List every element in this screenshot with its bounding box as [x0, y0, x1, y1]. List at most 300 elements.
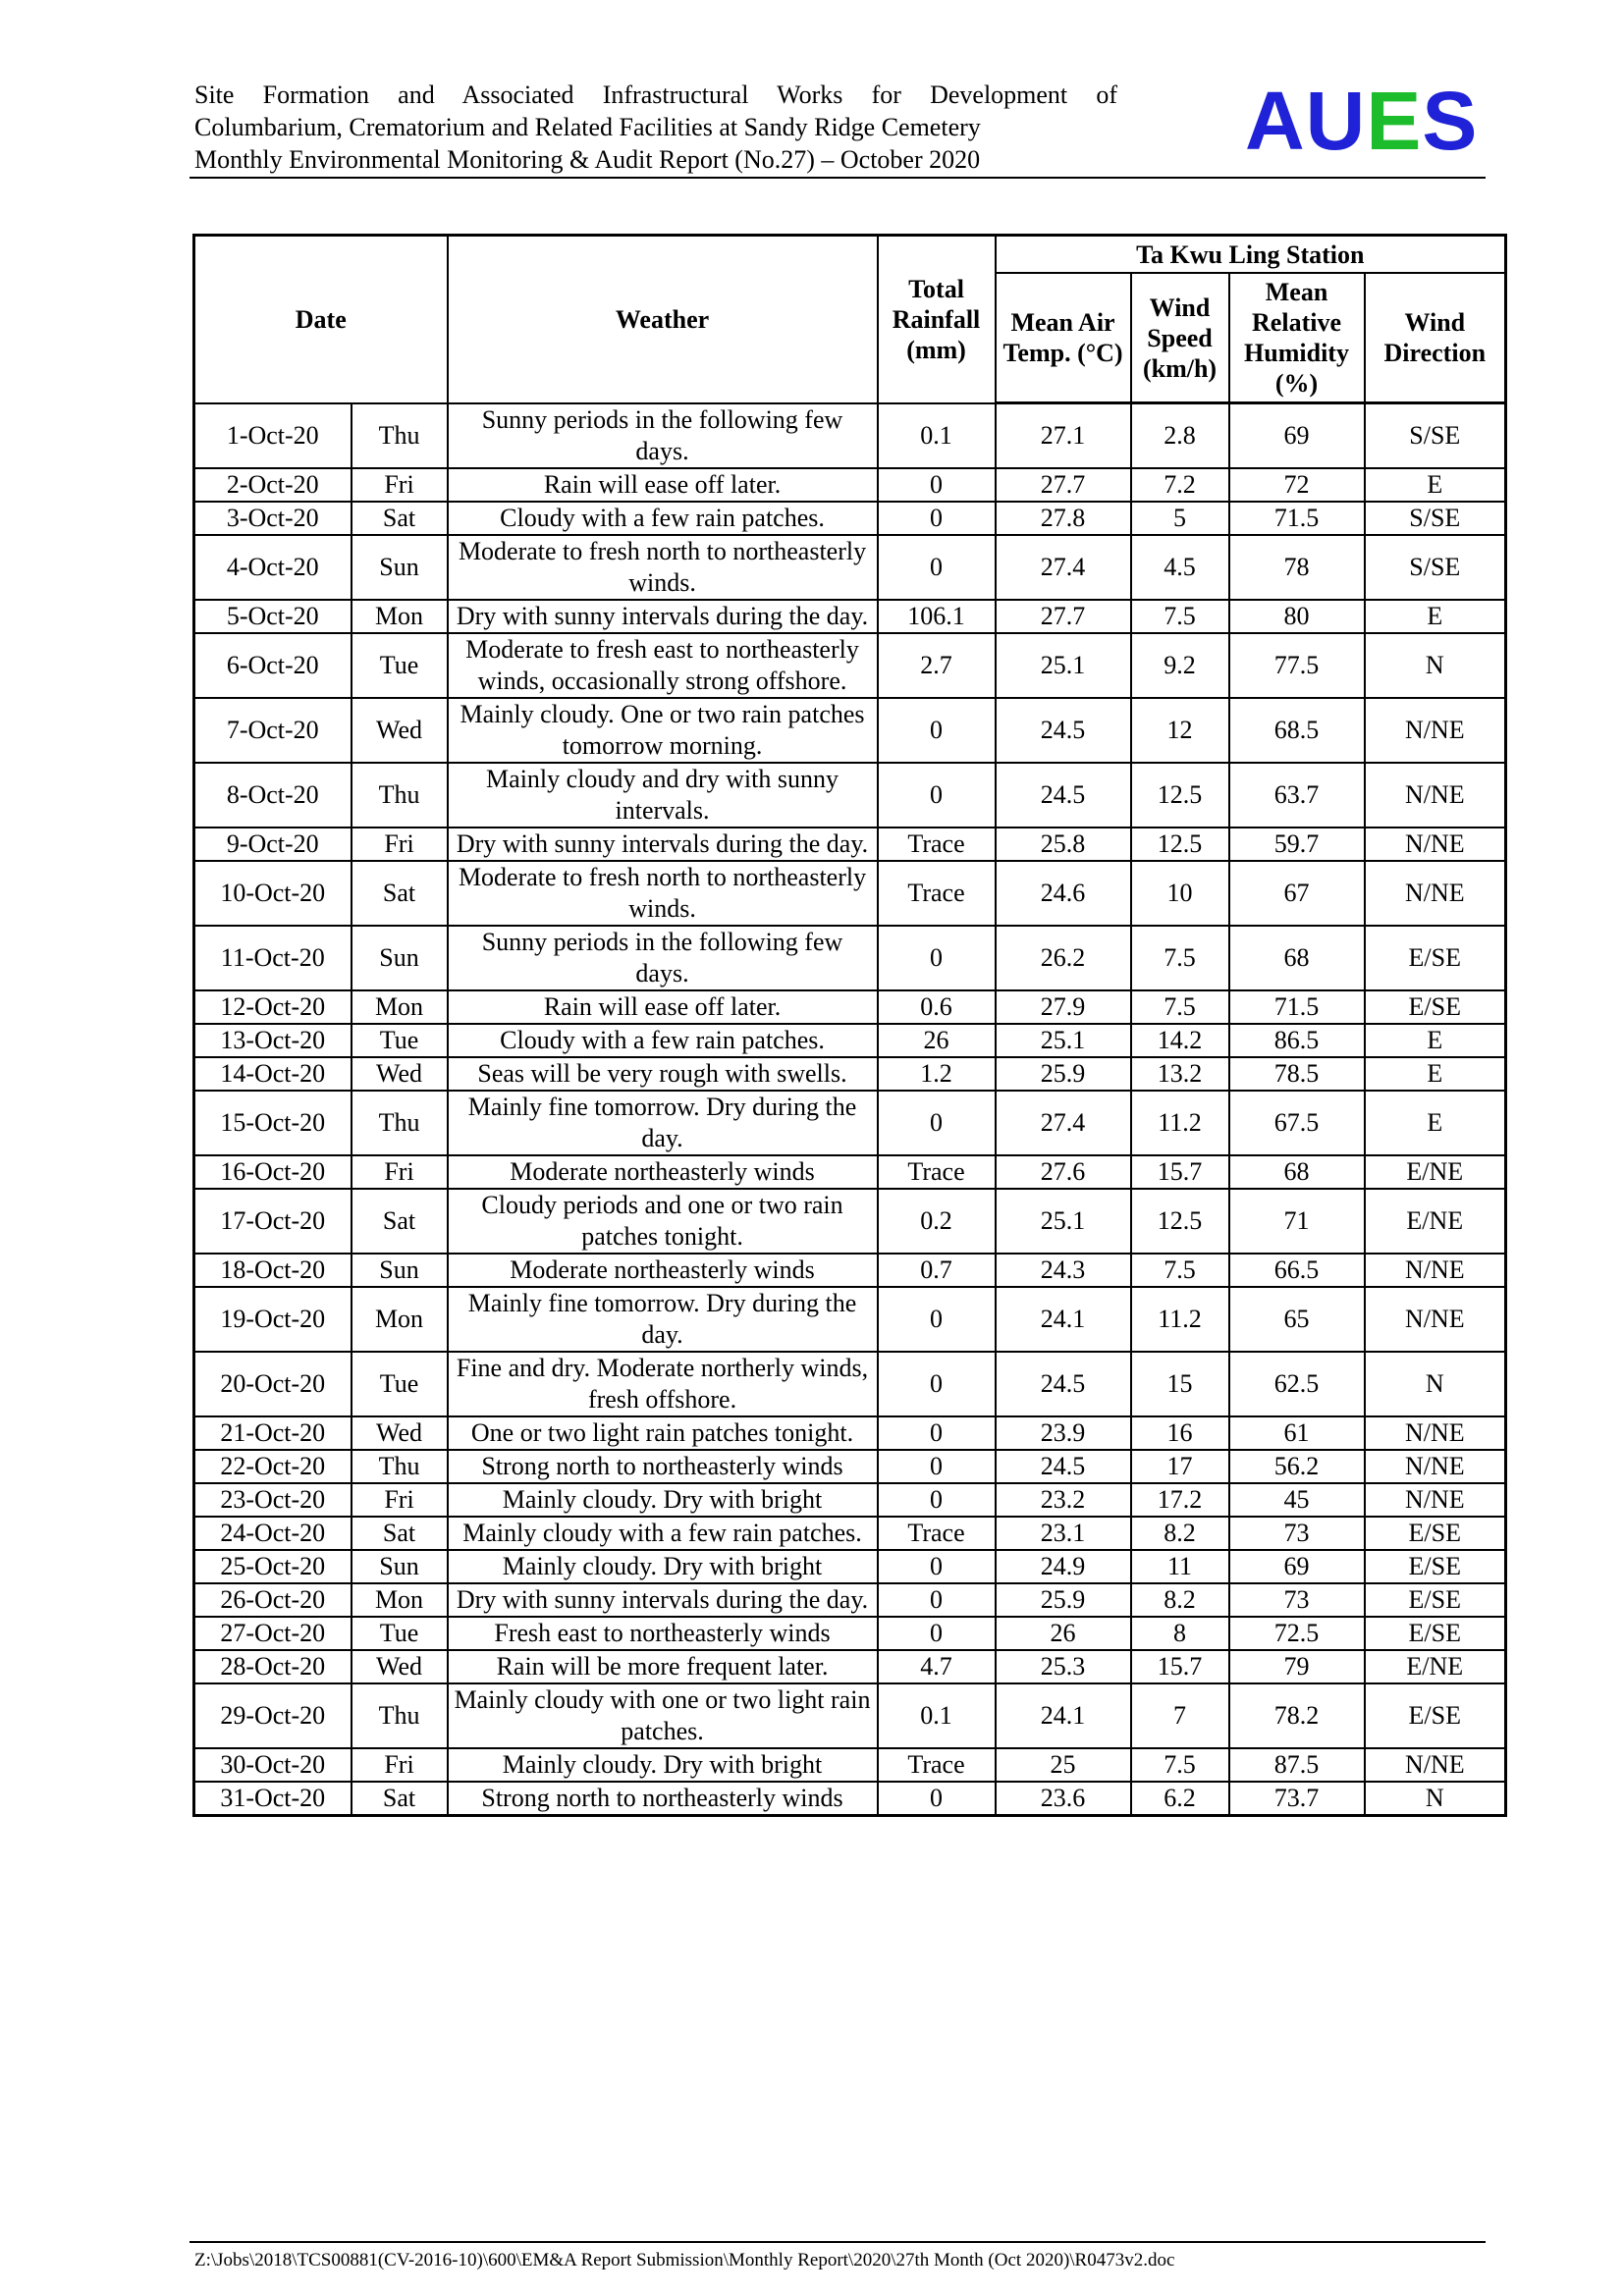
- cell-rainfall: 0.1: [878, 1683, 996, 1748]
- footer-divider: [189, 2241, 1486, 2243]
- cell-rainfall: 0: [878, 1617, 996, 1650]
- cell-rainfall: Trace: [878, 1155, 996, 1189]
- cell-temp: 25.9: [996, 1583, 1131, 1617]
- cell-day: Tue: [352, 633, 448, 698]
- cell-day: Fri: [352, 1155, 448, 1189]
- header-line-3: Monthly Environmental Monitoring & Audit Report (No.27) – October 2020: [194, 145, 981, 174]
- cell-weather: Strong north to northeasterly winds: [448, 1450, 878, 1483]
- cell-humidity: 66.5: [1229, 1254, 1365, 1287]
- cell-day: Thu: [352, 403, 448, 468]
- cell-humidity: 67: [1229, 861, 1365, 926]
- cell-temp: 27.4: [996, 1091, 1131, 1155]
- cell-wind-direction: N/NE: [1365, 1254, 1506, 1287]
- table-row: [194, 828, 1506, 861]
- cell-date: 18-Oct-20: [194, 1254, 352, 1287]
- cell-wind-direction: E/NE: [1365, 1189, 1506, 1254]
- cell-wind-direction: N/NE: [1365, 1287, 1506, 1352]
- cell-temp: 23.1: [996, 1517, 1131, 1550]
- cell-rainfall: 0: [878, 1483, 996, 1517]
- cell-wind-direction: S/SE: [1365, 403, 1506, 468]
- table-row: [194, 1617, 1506, 1650]
- table-row: [194, 1483, 1506, 1517]
- cell-rainfall: Trace: [878, 1748, 996, 1782]
- cell-wind-speed: 5: [1131, 502, 1229, 535]
- cell-humidity: 72.5: [1229, 1617, 1365, 1650]
- cell-rainfall: 0: [878, 698, 996, 763]
- cell-temp: 27.1: [996, 403, 1131, 468]
- cell-day: Fri: [352, 1748, 448, 1782]
- logo-part-au: AU: [1245, 75, 1367, 167]
- cell-weather: Rain will be more frequent later.: [448, 1650, 878, 1683]
- cell-humidity: 62.5: [1229, 1352, 1365, 1416]
- cell-wind-direction: E/NE: [1365, 1155, 1506, 1189]
- cell-wind-speed: 15.7: [1131, 1155, 1229, 1189]
- cell-wind-speed: 17: [1131, 1450, 1229, 1483]
- footer-file-path: Z:\Jobs\2018\TCS00881(CV-2016-10)\600\EM&A Report Submission\Monthly Report\2020\27th Month (Oct 2020)\R0473v2.doc: [194, 2250, 1175, 2270]
- cell-date: 10-Oct-20: [194, 861, 352, 926]
- table-row: [194, 1517, 1506, 1550]
- cell-humidity: 87.5: [1229, 1748, 1365, 1782]
- cell-weather: Cloudy with a few rain patches.: [448, 1024, 878, 1057]
- table-row: [194, 1683, 1506, 1748]
- cell-rainfall: 1.2: [878, 1057, 996, 1091]
- cell-weather: Mainly cloudy. One or two rain patches tomorrow morning.: [448, 698, 878, 763]
- aues-logo: [1245, 77, 1478, 165]
- cell-humidity: 59.7: [1229, 828, 1365, 861]
- cell-rainfall: 0: [878, 502, 996, 535]
- cell-weather: Mainly cloudy. Dry with bright: [448, 1483, 878, 1517]
- header-wind-direction: Wind Direction: [1365, 273, 1506, 403]
- cell-day: Mon: [352, 990, 448, 1024]
- table-row: [194, 926, 1506, 990]
- table-row: [194, 763, 1506, 828]
- cell-wind-direction: S/SE: [1365, 502, 1506, 535]
- cell-wind-speed: 16: [1131, 1416, 1229, 1450]
- cell-day: Wed: [352, 1650, 448, 1683]
- cell-date: 7-Oct-20: [194, 698, 352, 763]
- logo-part-s: S: [1422, 75, 1479, 167]
- table-row: [194, 698, 1506, 763]
- cell-humidity: 73: [1229, 1583, 1365, 1617]
- cell-temp: 23.2: [996, 1483, 1131, 1517]
- table-row: [194, 633, 1506, 698]
- report-header: [194, 79, 1117, 176]
- cell-date: 16-Oct-20: [194, 1155, 352, 1189]
- cell-wind-direction: N: [1365, 633, 1506, 698]
- cell-wind-direction: E: [1365, 1091, 1506, 1155]
- cell-date: 3-Oct-20: [194, 502, 352, 535]
- cell-weather: Moderate to fresh north to northeasterly winds.: [448, 861, 878, 926]
- cell-rainfall: Trace: [878, 1517, 996, 1550]
- header-line-1: Site Formation and Associated Infrastructural Works for Development of: [194, 80, 1117, 109]
- cell-rainfall: 0.7: [878, 1254, 996, 1287]
- cell-humidity: 77.5: [1229, 633, 1365, 698]
- cell-day: Tue: [352, 1617, 448, 1650]
- cell-wind-direction: N/NE: [1365, 1748, 1506, 1782]
- cell-wind-direction: E: [1365, 1024, 1506, 1057]
- cell-humidity: 79: [1229, 1650, 1365, 1683]
- logo-part-e: E: [1366, 75, 1423, 167]
- cell-wind-direction: E/SE: [1365, 926, 1506, 990]
- cell-temp: 24.1: [996, 1683, 1131, 1748]
- table-row: [194, 1782, 1506, 1816]
- table-row: [194, 1450, 1506, 1483]
- cell-day: Thu: [352, 1091, 448, 1155]
- cell-date: 15-Oct-20: [194, 1091, 352, 1155]
- cell-humidity: 72: [1229, 468, 1365, 502]
- cell-temp: 24.1: [996, 1287, 1131, 1352]
- cell-temp: 24.9: [996, 1550, 1131, 1583]
- table-row: [194, 1416, 1506, 1450]
- cell-humidity: 69: [1229, 403, 1365, 468]
- cell-date: 11-Oct-20: [194, 926, 352, 990]
- cell-weather: Moderate northeasterly winds: [448, 1155, 878, 1189]
- cell-wind-direction: E/SE: [1365, 1550, 1506, 1583]
- table-row: [194, 1583, 1506, 1617]
- cell-wind-speed: 7.5: [1131, 1254, 1229, 1287]
- cell-wind-direction: E/SE: [1365, 1683, 1506, 1748]
- cell-day: Sat: [352, 1782, 448, 1816]
- cell-date: 22-Oct-20: [194, 1450, 352, 1483]
- cell-wind-direction: N: [1365, 1352, 1506, 1416]
- cell-temp: 27.8: [996, 502, 1131, 535]
- cell-day: Mon: [352, 600, 448, 633]
- cell-humidity: 56.2: [1229, 1450, 1365, 1483]
- cell-rainfall: 0: [878, 926, 996, 990]
- cell-wind-speed: 8.2: [1131, 1517, 1229, 1550]
- header-rainfall: Total Rainfall (mm): [878, 236, 996, 403]
- cell-date: 27-Oct-20: [194, 1617, 352, 1650]
- cell-rainfall: 0: [878, 1450, 996, 1483]
- cell-date: 5-Oct-20: [194, 600, 352, 633]
- cell-date: 23-Oct-20: [194, 1483, 352, 1517]
- cell-wind-direction: N/NE: [1365, 1416, 1506, 1450]
- cell-weather: Mainly cloudy with one or two light rain patches.: [448, 1683, 878, 1748]
- cell-day: Sun: [352, 1550, 448, 1583]
- header-humidity: Mean Relative Humidity (%): [1229, 273, 1365, 403]
- cell-temp: 27.4: [996, 535, 1131, 600]
- cell-wind-speed: 10: [1131, 861, 1229, 926]
- cell-day: Mon: [352, 1583, 448, 1617]
- cell-temp: 24.5: [996, 1450, 1131, 1483]
- table-row: [194, 1024, 1506, 1057]
- cell-wind-direction: E/SE: [1365, 990, 1506, 1024]
- cell-wind-speed: 4.5: [1131, 535, 1229, 600]
- cell-temp: 27.6: [996, 1155, 1131, 1189]
- cell-rainfall: 0: [878, 1091, 996, 1155]
- cell-wind-speed: 11: [1131, 1550, 1229, 1583]
- table-row: [194, 1352, 1506, 1416]
- table-row: [194, 600, 1506, 633]
- cell-wind-direction: E/SE: [1365, 1617, 1506, 1650]
- cell-wind-direction: N/NE: [1365, 828, 1506, 861]
- cell-humidity: 78: [1229, 535, 1365, 600]
- cell-humidity: 78.2: [1229, 1683, 1365, 1748]
- cell-rainfall: 0.6: [878, 990, 996, 1024]
- cell-weather: Sunny periods in the following few days.: [448, 403, 878, 468]
- cell-date: 25-Oct-20: [194, 1550, 352, 1583]
- cell-date: 26-Oct-20: [194, 1583, 352, 1617]
- cell-date: 4-Oct-20: [194, 535, 352, 600]
- cell-rainfall: 0: [878, 1416, 996, 1450]
- cell-temp: 25.1: [996, 1189, 1131, 1254]
- cell-rainfall: 0: [878, 1352, 996, 1416]
- cell-wind-speed: 13.2: [1131, 1057, 1229, 1091]
- cell-day: Thu: [352, 1450, 448, 1483]
- cell-wind-speed: 12: [1131, 698, 1229, 763]
- cell-weather: Mainly cloudy and dry with sunny intervals.: [448, 763, 878, 828]
- cell-day: Sun: [352, 1254, 448, 1287]
- cell-weather: Rain will ease off later.: [448, 468, 878, 502]
- cell-weather: Seas will be very rough with swells.: [448, 1057, 878, 1091]
- cell-rainfall: 26: [878, 1024, 996, 1057]
- cell-humidity: 45: [1229, 1483, 1365, 1517]
- cell-wind-speed: 8.2: [1131, 1583, 1229, 1617]
- weather-table: [192, 234, 1507, 1817]
- table-body: [194, 403, 1506, 1816]
- cell-wind-direction: E: [1365, 600, 1506, 633]
- cell-day: Wed: [352, 698, 448, 763]
- table-row: [194, 502, 1506, 535]
- cell-temp: 24.5: [996, 1352, 1131, 1416]
- cell-temp: 23.6: [996, 1782, 1131, 1816]
- cell-weather: Cloudy with a few rain patches.: [448, 502, 878, 535]
- header-station: Ta Kwu Ling Station: [996, 236, 1506, 274]
- cell-wind-speed: 6.2: [1131, 1782, 1229, 1816]
- cell-day: Mon: [352, 1287, 448, 1352]
- cell-day: Tue: [352, 1024, 448, 1057]
- cell-day: Sat: [352, 502, 448, 535]
- cell-date: 19-Oct-20: [194, 1287, 352, 1352]
- cell-wind-speed: 11.2: [1131, 1091, 1229, 1155]
- cell-temp: 27.7: [996, 600, 1131, 633]
- cell-temp: 24.5: [996, 698, 1131, 763]
- cell-date: 14-Oct-20: [194, 1057, 352, 1091]
- cell-date: 30-Oct-20: [194, 1748, 352, 1782]
- cell-day: Thu: [352, 763, 448, 828]
- cell-wind-speed: 7.5: [1131, 1748, 1229, 1782]
- cell-day: Fri: [352, 1483, 448, 1517]
- cell-wind-speed: 7: [1131, 1683, 1229, 1748]
- cell-weather: Dry with sunny intervals during the day.: [448, 1583, 878, 1617]
- cell-day: Tue: [352, 1352, 448, 1416]
- table-row: [194, 1189, 1506, 1254]
- cell-rainfall: Trace: [878, 828, 996, 861]
- cell-weather: Mainly fine tomorrow. Dry during the day.: [448, 1287, 878, 1352]
- cell-wind-speed: 12.5: [1131, 828, 1229, 861]
- table-row: [194, 535, 1506, 600]
- cell-rainfall: 0: [878, 1550, 996, 1583]
- table-row: [194, 1550, 1506, 1583]
- cell-wind-speed: 15.7: [1131, 1650, 1229, 1683]
- cell-humidity: 67.5: [1229, 1091, 1365, 1155]
- cell-date: 31-Oct-20: [194, 1782, 352, 1816]
- cell-temp: 27.9: [996, 990, 1131, 1024]
- cell-rainfall: 0: [878, 1782, 996, 1816]
- cell-rainfall: 0: [878, 1583, 996, 1617]
- cell-day: Wed: [352, 1057, 448, 1091]
- table-row: [194, 1057, 1506, 1091]
- cell-wind-speed: 7.5: [1131, 600, 1229, 633]
- header-temp: Mean Air Temp. (°C): [996, 273, 1131, 403]
- cell-weather: Cloudy periods and one or two rain patches tonight.: [448, 1189, 878, 1254]
- cell-rainfall: 0: [878, 535, 996, 600]
- cell-date: 9-Oct-20: [194, 828, 352, 861]
- table-row: [194, 990, 1506, 1024]
- cell-wind-direction: E: [1365, 468, 1506, 502]
- cell-weather: Dry with sunny intervals during the day.: [448, 600, 878, 633]
- cell-temp: 25: [996, 1748, 1131, 1782]
- cell-humidity: 68.5: [1229, 698, 1365, 763]
- table-row: [194, 1254, 1506, 1287]
- cell-wind-direction: N/NE: [1365, 763, 1506, 828]
- cell-rainfall: 0.1: [878, 403, 996, 468]
- header-line-2: Columbarium, Crematorium and Related Facilities at Sandy Ridge Cemetery: [194, 113, 981, 141]
- cell-wind-speed: 11.2: [1131, 1287, 1229, 1352]
- cell-humidity: 68: [1229, 926, 1365, 990]
- cell-temp: 25.1: [996, 1024, 1131, 1057]
- cell-weather: Moderate to fresh north to northeasterly winds.: [448, 535, 878, 600]
- cell-rainfall: 0: [878, 1287, 996, 1352]
- cell-day: Wed: [352, 1416, 448, 1450]
- cell-temp: 25.9: [996, 1057, 1131, 1091]
- cell-date: 8-Oct-20: [194, 763, 352, 828]
- cell-rainfall: 0.2: [878, 1189, 996, 1254]
- cell-wind-direction: E/NE: [1365, 1650, 1506, 1683]
- cell-wind-speed: 12.5: [1131, 763, 1229, 828]
- header-divider: [189, 177, 1486, 179]
- cell-date: 2-Oct-20: [194, 468, 352, 502]
- cell-temp: 24.3: [996, 1254, 1131, 1287]
- cell-weather: Fresh east to northeasterly winds: [448, 1617, 878, 1650]
- table-row: [194, 861, 1506, 926]
- cell-temp: 26.2: [996, 926, 1131, 990]
- cell-wind-speed: 14.2: [1131, 1024, 1229, 1057]
- cell-date: 20-Oct-20: [194, 1352, 352, 1416]
- cell-day: Sat: [352, 861, 448, 926]
- cell-wind-direction: E: [1365, 1057, 1506, 1091]
- cell-humidity: 80: [1229, 600, 1365, 633]
- cell-wind-direction: N: [1365, 1782, 1506, 1816]
- cell-temp: 24.5: [996, 763, 1131, 828]
- table-row: [194, 1650, 1506, 1683]
- cell-humidity: 68: [1229, 1155, 1365, 1189]
- table-row: [194, 468, 1506, 502]
- cell-weather: Strong north to northeasterly winds: [448, 1782, 878, 1816]
- cell-weather: Mainly fine tomorrow. Dry during the day.: [448, 1091, 878, 1155]
- cell-humidity: 65: [1229, 1287, 1365, 1352]
- cell-humidity: 71: [1229, 1189, 1365, 1254]
- cell-humidity: 73: [1229, 1517, 1365, 1550]
- cell-date: 17-Oct-20: [194, 1189, 352, 1254]
- cell-date: 24-Oct-20: [194, 1517, 352, 1550]
- cell-date: 29-Oct-20: [194, 1683, 352, 1748]
- cell-weather: Mainly cloudy. Dry with bright: [448, 1748, 878, 1782]
- cell-temp: 27.7: [996, 468, 1131, 502]
- cell-day: Fri: [352, 828, 448, 861]
- cell-wind-direction: E/SE: [1365, 1517, 1506, 1550]
- cell-temp: 25.8: [996, 828, 1131, 861]
- table-row: [194, 1155, 1506, 1189]
- cell-date: 28-Oct-20: [194, 1650, 352, 1683]
- cell-wind-speed: 7.5: [1131, 990, 1229, 1024]
- table-row: [194, 1287, 1506, 1352]
- cell-humidity: 63.7: [1229, 763, 1365, 828]
- cell-wind-speed: 7.5: [1131, 926, 1229, 990]
- cell-wind-direction: N/NE: [1365, 1450, 1506, 1483]
- cell-wind-speed: 17.2: [1131, 1483, 1229, 1517]
- cell-temp: 23.9: [996, 1416, 1131, 1450]
- cell-day: Sun: [352, 926, 448, 990]
- cell-weather: Fine and dry. Moderate northerly winds, fresh offshore.: [448, 1352, 878, 1416]
- cell-wind-speed: 7.2: [1131, 468, 1229, 502]
- cell-wind-direction: N/NE: [1365, 1483, 1506, 1517]
- cell-day: Sat: [352, 1517, 448, 1550]
- cell-rainfall: 2.7: [878, 633, 996, 698]
- cell-wind-speed: 15: [1131, 1352, 1229, 1416]
- cell-weather: Mainly cloudy with a few rain patches.: [448, 1517, 878, 1550]
- cell-humidity: 71.5: [1229, 502, 1365, 535]
- cell-weather: Mainly cloudy. Dry with bright: [448, 1550, 878, 1583]
- cell-wind-direction: N/NE: [1365, 861, 1506, 926]
- cell-rainfall: 106.1: [878, 600, 996, 633]
- cell-humidity: 73.7: [1229, 1782, 1365, 1816]
- cell-weather: Rain will ease off later.: [448, 990, 878, 1024]
- cell-humidity: 78.5: [1229, 1057, 1365, 1091]
- cell-weather: Dry with sunny intervals during the day.: [448, 828, 878, 861]
- cell-humidity: 61: [1229, 1416, 1365, 1450]
- cell-wind-speed: 2.8: [1131, 403, 1229, 468]
- cell-date: 12-Oct-20: [194, 990, 352, 1024]
- cell-humidity: 71.5: [1229, 990, 1365, 1024]
- cell-day: Sat: [352, 1189, 448, 1254]
- header-wind-speed: Wind Speed (km/h): [1131, 273, 1229, 403]
- cell-rainfall: 4.7: [878, 1650, 996, 1683]
- table-header-row: [194, 236, 1506, 274]
- table-row: [194, 1091, 1506, 1155]
- cell-day: Fri: [352, 468, 448, 502]
- cell-wind-speed: 8: [1131, 1617, 1229, 1650]
- cell-wind-speed: 12.5: [1131, 1189, 1229, 1254]
- cell-day: Sun: [352, 535, 448, 600]
- cell-weather: Moderate to fresh east to northeasterly winds, occasionally strong offshore.: [448, 633, 878, 698]
- cell-wind-direction: S/SE: [1365, 535, 1506, 600]
- cell-wind-speed: 9.2: [1131, 633, 1229, 698]
- table-row: [194, 1748, 1506, 1782]
- cell-date: 21-Oct-20: [194, 1416, 352, 1450]
- cell-rainfall: 0: [878, 763, 996, 828]
- cell-humidity: 86.5: [1229, 1024, 1365, 1057]
- cell-rainfall: 0: [878, 468, 996, 502]
- cell-date: 1-Oct-20: [194, 403, 352, 468]
- table-row: [194, 403, 1506, 468]
- cell-weather: Sunny periods in the following few days.: [448, 926, 878, 990]
- cell-temp: 25.1: [996, 633, 1131, 698]
- cell-rainfall: Trace: [878, 861, 996, 926]
- cell-weather: One or two light rain patches tonight.: [448, 1416, 878, 1450]
- header-date: Date: [194, 236, 448, 403]
- cell-date: 6-Oct-20: [194, 633, 352, 698]
- cell-wind-direction: E/SE: [1365, 1583, 1506, 1617]
- cell-humidity: 69: [1229, 1550, 1365, 1583]
- cell-date: 13-Oct-20: [194, 1024, 352, 1057]
- weather-table-wrapper: [192, 234, 1507, 1817]
- cell-temp: 25.3: [996, 1650, 1131, 1683]
- cell-temp: 24.6: [996, 861, 1131, 926]
- cell-wind-direction: N/NE: [1365, 698, 1506, 763]
- header-weather: Weather: [448, 236, 878, 403]
- cell-weather: Moderate northeasterly winds: [448, 1254, 878, 1287]
